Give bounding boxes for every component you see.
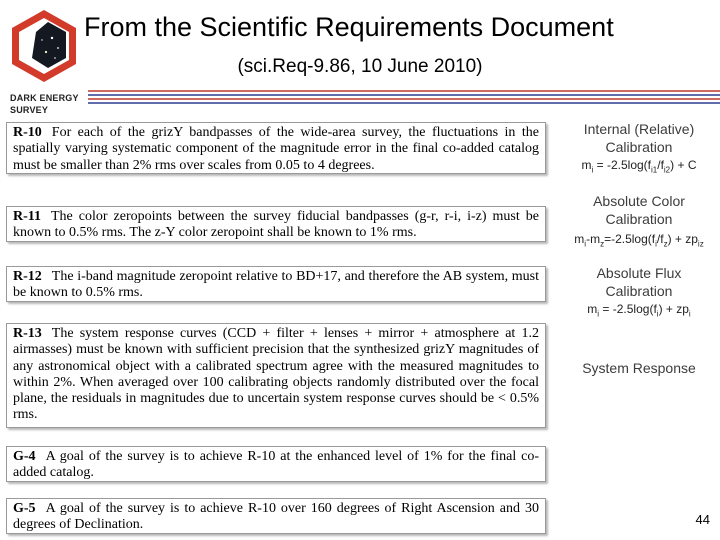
label-internal-calibration: Internal (Relative) Calibration [583, 121, 695, 155]
requirement-text: The color zeropoints between the survey fiducial bandpasses (g-r, r-i, i-z) must be known to 0.5% rms. The z-Y color zeropoint shall be known to 1% rms. [13, 209, 539, 241]
goal-g-4 [6, 446, 546, 482]
requirement-text: For each of the grizY bandpasses of the wide-area survey, the fluctuations in the spatially varying systematic component of the magnitude error in the final co-added catalog must be smaller than 2% rms over scales from 0.05 to 4 degrees. [13, 125, 539, 173]
slide-subtitle: (sci.Req-9.86, 10 June 2010) [237, 56, 483, 77]
formula-internal: $m_i = -2.5\log(f_{i1}/f_{i2}) + C$ [581, 158, 697, 175]
goal-id: G-5 [13, 501, 36, 516]
requirement-r-11 [6, 206, 546, 242]
page-number: 44 [695, 512, 710, 527]
requirement-id: R-13 [13, 326, 42, 341]
requirement-id: R-11 [13, 209, 41, 224]
requirement-r-13 [6, 323, 546, 428]
logo-line-1: DARK ENERGY [10, 93, 79, 103]
logo-line-2: SURVEY [10, 105, 49, 115]
goal-g-5 [6, 498, 546, 534]
slide-title: From the Scientific Requirements Document [84, 12, 614, 42]
goal-text: A goal of the survey is to achieve R-10 over 160 degrees of Right Ascension and 30 degrees of Declination. [13, 501, 539, 533]
requirement-id: R-12 [13, 269, 42, 284]
formula-absolute-color: $m_i-m_z=-2.5\log(f_i/f_z) + zp_{iz}$ [574, 232, 704, 249]
goal-text: A goal of the survey is to achieve R-10 at the enhanced level of 1% for the final co-added catalog. [13, 449, 539, 481]
des-logo [4, 4, 84, 115]
label-absolute-color-calibration: Absolute Color Calibration [593, 193, 685, 227]
label-absolute-flux-calibration: Absolute Flux Calibration [596, 265, 682, 299]
label-system-response: System Response [582, 360, 696, 376]
decorative-rules [88, 88, 720, 108]
goal-id: G-4 [13, 449, 36, 464]
requirement-text: The system response curves (CCD + filter + lenses + mirror + atmosphere at 1.2 airmasses) must be known with sufficient precision that the synthesized grizY magnitudes of any astronomical object with a calibrated spectrum agree with the measured magnitudes to within 2%. When averaged over 100 calibrating objects randomly distributed over the focal plane, the residuals in magnitudes due to uncertain system response curves should be < 0.5% rms. [13, 326, 539, 423]
formula-absolute-flux: $m_i = -2.5\log(f_i) + zp_i$ [587, 302, 691, 319]
requirement-r-12 [6, 266, 546, 302]
requirement-r-10 [6, 122, 546, 174]
requirement-text: The i-band magnitude zeropoint relative to BD+17, and therefore the AB system, must be known to 0.5% rms. [13, 269, 539, 301]
requirement-id: R-10 [13, 125, 42, 140]
